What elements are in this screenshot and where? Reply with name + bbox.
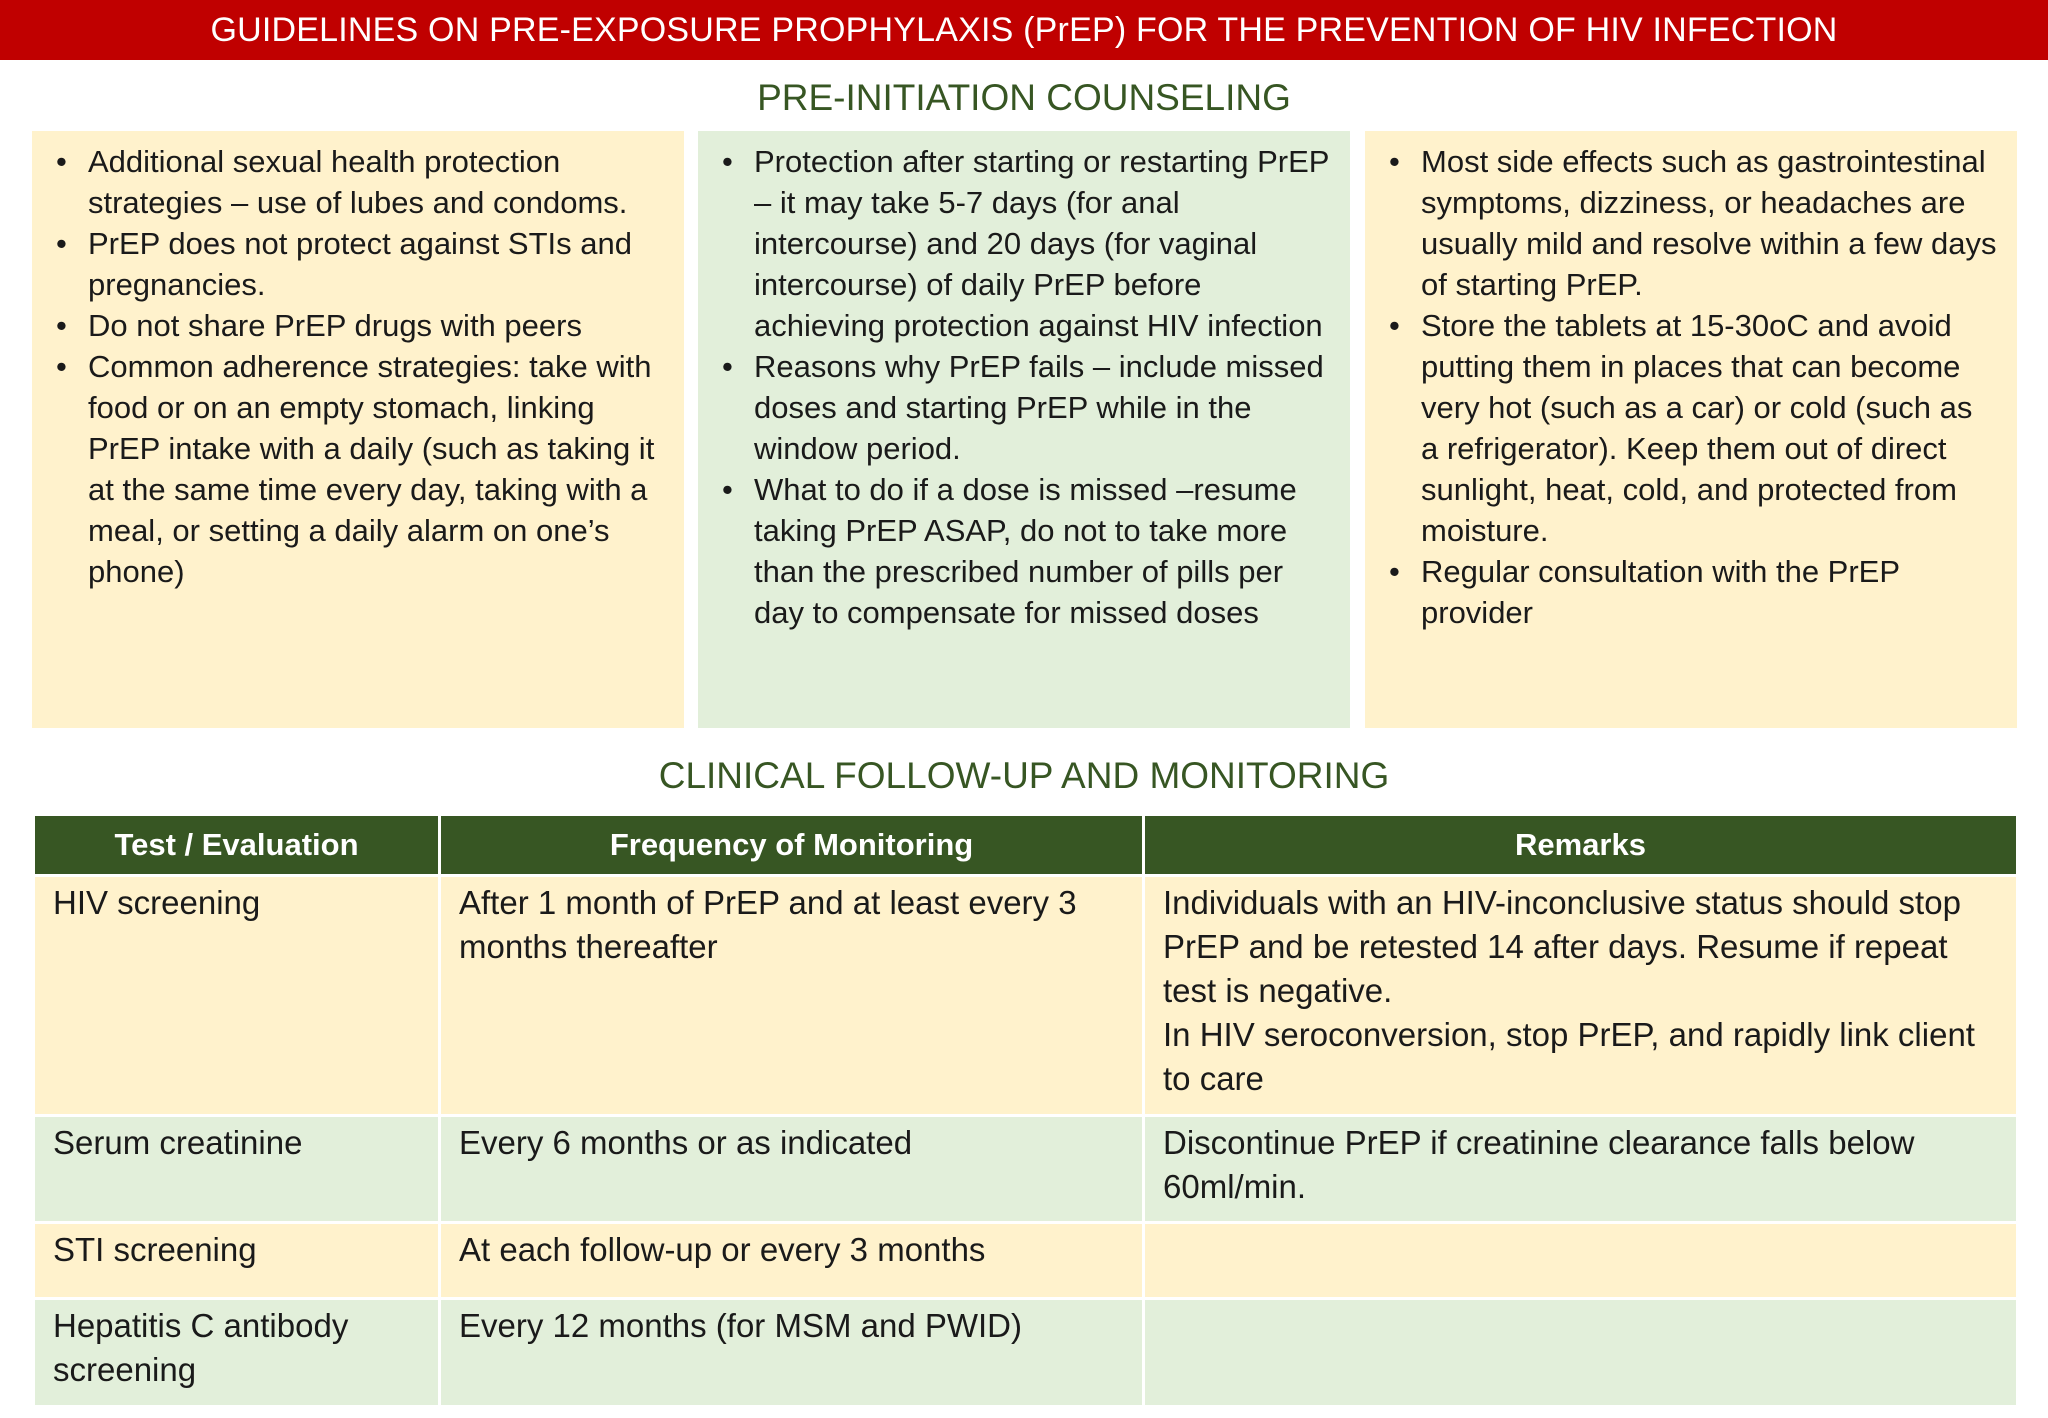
- counseling-list-1: [50, 141, 664, 592]
- remark-line: In HIV seroconversion, stop PrEP, and rapidly link client to care: [1163, 1016, 1975, 1097]
- table-row: [34, 1299, 2018, 1407]
- column-header-remarks: Remarks: [1144, 815, 2018, 876]
- column-header-frequency: Frequency of Monitoring: [440, 815, 1144, 876]
- test-cell: HIV screening: [34, 876, 440, 1116]
- counseling-column-1: [32, 131, 684, 728]
- monitoring-table: [32, 813, 2019, 1408]
- table-row: [34, 1116, 2018, 1223]
- counseling-item: • PrEP does not protect against STIs and pregnancies.: [50, 223, 664, 305]
- remark-line: Discontinue PrEP if creatinine clearance falls below 60ml/min.: [1163, 1124, 1915, 1205]
- counseling-item: • Protection after starting or restarting PrEP – it may take 5-7 days (for anal intercourse) and 20 days (for vaginal intercourse) of daily PrEP before achieving protection against HIV infection: [716, 141, 1330, 346]
- remarks-cell: [1144, 1223, 2018, 1299]
- remarks-cell: [1144, 1299, 2018, 1407]
- counseling-item: • Do not share PrEP drugs with peers: [50, 305, 664, 346]
- counseling-item: • What to do if a dose is missed –resume taking PrEP ASAP, do not to take more than the prescribed number of pills per day to compensate for missed doses: [716, 469, 1330, 633]
- page-banner-title: GUIDELINES ON PRE-EXPOSURE PROPHYLAXIS (PrEP) FOR THE PREVENTION OF HIV INFECTION: [0, 0, 2048, 60]
- counseling-item: • Additional sexual health protection strategies – use of lubes and condoms.: [50, 141, 664, 223]
- counseling-column-2: [698, 131, 1350, 728]
- counseling-item: • Common adherence strategies: take with food or on an empty stomach, linking PrEP intake with a daily (such as taking it at the same time every day, taking with a meal, or setting a daily alarm on one’s phone): [50, 346, 664, 592]
- test-cell: STI screening: [34, 1223, 440, 1299]
- counseling-list-3: [1383, 141, 1997, 633]
- remarks-cell: [1144, 876, 2018, 1116]
- table-row: [34, 876, 2018, 1116]
- counseling-heading: PRE-INITIATION COUNSELING: [757, 77, 1291, 118]
- counseling-item: • Regular consultation with the PrEP provider: [1383, 551, 1997, 633]
- frequency-cell: After 1 month of PrEP and at least every 3 months thereafter: [440, 876, 1144, 1116]
- counseling-item: • Most side effects such as gastrointestinal symptoms, dizziness, or headaches are usually mild and resolve within a few days of starting PrEP.: [1383, 141, 1997, 305]
- counseling-item: • Store the tablets at 15-30oC and avoid putting them in places that can become very hot (such as a car) or cold (such as a refrigerator). Keep them out of direct sunlight, heat, cold, and protected from moisture.: [1383, 305, 1997, 551]
- test-cell: Hepatitis C antibody screening: [34, 1299, 440, 1407]
- remarks-cell: [1144, 1116, 2018, 1223]
- frequency-cell: At each follow-up or every 3 months: [440, 1223, 1144, 1299]
- frequency-cell: Every 12 months (for MSM and PWID): [440, 1299, 1144, 1407]
- table-header-row: [34, 815, 2018, 876]
- monitoring-heading: CLINICAL FOLLOW-UP AND MONITORING: [658, 755, 1390, 796]
- counseling-column-3: [1365, 131, 2017, 728]
- remark-line: Individuals with an HIV-inconclusive status should stop PrEP and be retested 14 after days. Resume if repeat test is negative.: [1163, 884, 1961, 1009]
- frequency-cell: Every 6 months or as indicated: [440, 1116, 1144, 1223]
- test-cell: Serum creatinine: [34, 1116, 440, 1223]
- table-row: [34, 1223, 2018, 1299]
- counseling-list-2: [716, 141, 1330, 633]
- column-header-test: Test / Evaluation: [34, 815, 440, 876]
- counseling-item: • Reasons why PrEP fails – include missed doses and starting PrEP while in the window period.: [716, 346, 1330, 469]
